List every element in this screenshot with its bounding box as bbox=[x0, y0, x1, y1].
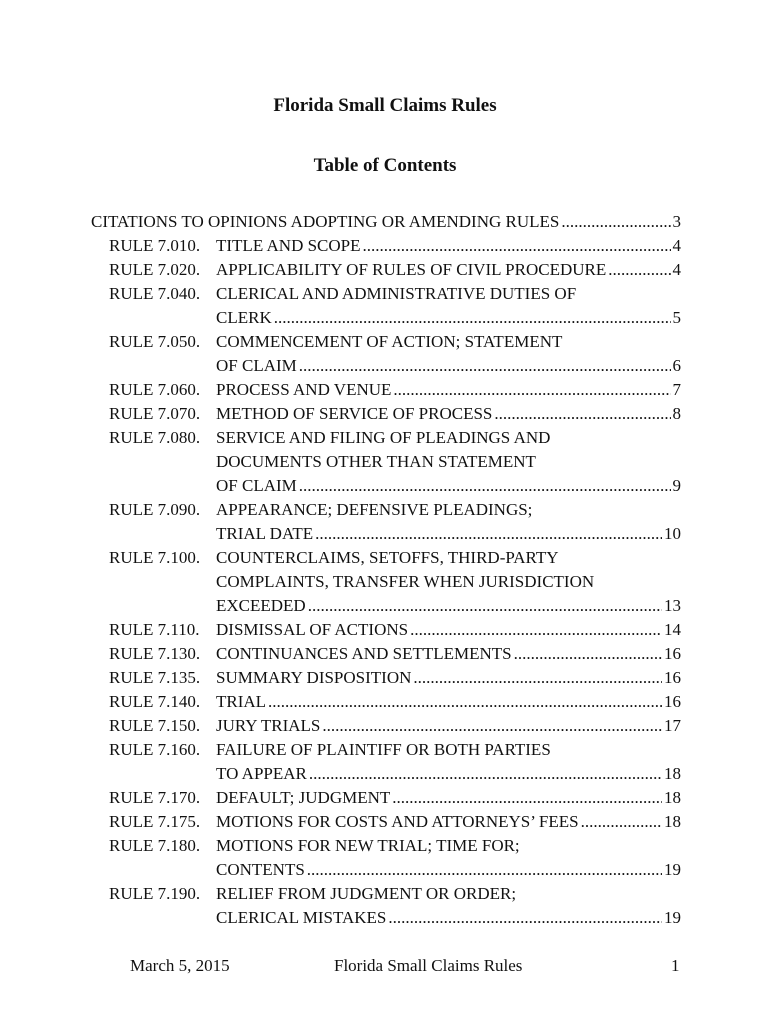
toc-entry-title: PROCESS AND VENUE bbox=[216, 380, 392, 399]
toc-heading: Table of Contents bbox=[313, 155, 457, 176]
toc-page-number: 9 bbox=[672, 476, 681, 495]
toc-entry-title: CONTENTS bbox=[216, 860, 305, 879]
toc-entry-title: SERVICE AND FILING OF PLEADINGS AND bbox=[216, 428, 551, 447]
dot-leader bbox=[363, 234, 671, 258]
dot-leader bbox=[307, 858, 662, 882]
dot-leader bbox=[413, 666, 662, 690]
toc-entry-title: TITLE AND SCOPE bbox=[216, 236, 361, 255]
toc-entry-line bbox=[216, 354, 681, 378]
toc-entry-title: TRIAL bbox=[216, 692, 267, 711]
toc-entry-line bbox=[216, 762, 681, 786]
toc-rule-number: RULE 7.135. bbox=[109, 668, 201, 687]
toc-entry-title: CLERK bbox=[216, 308, 272, 327]
toc-page-number: 6 bbox=[672, 356, 681, 375]
toc-entry-line bbox=[216, 810, 681, 834]
toc-entry-title: COUNTERCLAIMS, SETOFFS, THIRD-PARTY bbox=[216, 548, 559, 567]
toc-entry-line bbox=[216, 402, 681, 426]
toc-page-number: 16 bbox=[664, 692, 681, 711]
toc-entry-line bbox=[216, 306, 681, 330]
toc-entry-line bbox=[216, 906, 681, 930]
toc-entry-line bbox=[216, 618, 681, 642]
toc-page-number: 3 bbox=[672, 212, 681, 231]
toc-page-number: 18 bbox=[664, 812, 681, 831]
toc-page-number: 4 bbox=[672, 236, 681, 255]
toc-entry-title: EXCEEDED bbox=[216, 596, 306, 615]
toc-entry-title: METHOD OF SERVICE OF PROCESS bbox=[216, 404, 493, 423]
toc-page-number: 4 bbox=[672, 260, 681, 279]
toc-entry-line bbox=[216, 642, 681, 666]
toc-entry-title: DEFAULT; JUDGMENT bbox=[216, 788, 391, 807]
toc-entry-line bbox=[216, 690, 681, 714]
toc-entry-line bbox=[216, 666, 681, 690]
toc-page-number: 18 bbox=[664, 764, 681, 783]
footer-page-number: 1 bbox=[671, 956, 680, 975]
toc-entry-title: APPLICABILITY OF RULES OF CIVIL PROCEDURE bbox=[216, 260, 607, 279]
toc-entry-title: JURY TRIALS bbox=[216, 716, 321, 735]
toc-rule-number: RULE 7.010. bbox=[109, 236, 201, 255]
toc-entry-title: SUMMARY DISPOSITION bbox=[216, 668, 412, 687]
toc-page-number: 19 bbox=[664, 860, 681, 879]
toc-entry-title: CLERICAL AND ADMINISTRATIVE DUTIES OF bbox=[216, 284, 577, 303]
toc-entry-title: MOTIONS FOR COSTS AND ATTORNEYS’ FEES bbox=[216, 812, 579, 831]
dot-leader bbox=[315, 522, 662, 546]
toc-rule-number: RULE 7.080. bbox=[109, 428, 201, 447]
toc-entry-line bbox=[216, 858, 681, 882]
dot-leader bbox=[581, 810, 662, 834]
dot-leader bbox=[308, 594, 662, 618]
toc-entry-title: APPEARANCE; DEFENSIVE PLEADINGS; bbox=[216, 500, 533, 519]
toc-entry-title: TRIAL DATE bbox=[216, 524, 314, 543]
toc-entry-line bbox=[91, 210, 681, 234]
toc-entry-line bbox=[216, 378, 681, 402]
toc-rule-number: RULE 7.180. bbox=[109, 836, 201, 855]
document-title: Florida Small Claims Rules bbox=[273, 95, 497, 116]
toc-rule-number: RULE 7.110. bbox=[109, 620, 200, 639]
toc-rule-number: RULE 7.160. bbox=[109, 740, 201, 759]
toc-rule-number: RULE 7.140. bbox=[109, 692, 201, 711]
dot-leader bbox=[608, 258, 670, 282]
toc-entry-line bbox=[216, 714, 681, 738]
dot-leader bbox=[388, 906, 662, 930]
toc-page-number: 16 bbox=[664, 668, 681, 687]
toc-page-number: 14 bbox=[664, 620, 681, 639]
toc-entry-title: DISMISSAL OF ACTIONS bbox=[216, 620, 409, 639]
toc-entry-line bbox=[216, 234, 681, 258]
toc-entry-line bbox=[216, 594, 681, 618]
toc-rule-number: RULE 7.050. bbox=[109, 332, 201, 351]
toc-entry-title: CLERICAL MISTAKES bbox=[216, 908, 387, 927]
toc-rule-number: RULE 7.130. bbox=[109, 644, 201, 663]
dot-leader bbox=[299, 354, 671, 378]
toc-entry-line bbox=[216, 786, 681, 810]
toc-entry-line bbox=[216, 258, 681, 282]
dot-leader bbox=[322, 714, 662, 738]
footer-date: March 5, 2015 bbox=[130, 956, 230, 975]
toc-entry-title: DOCUMENTS OTHER THAN STATEMENT bbox=[216, 452, 536, 471]
dot-leader bbox=[393, 378, 670, 402]
toc-page-number: 17 bbox=[664, 716, 681, 735]
dot-leader bbox=[268, 690, 662, 714]
toc-entry-title: OF CLAIM bbox=[216, 356, 297, 375]
toc-rule-number: RULE 7.020. bbox=[109, 260, 201, 279]
toc-entry-title: COMPLAINTS, TRANSFER WHEN JURISDICTION bbox=[216, 572, 595, 591]
toc-entry-title: CONTINUANCES AND SETTLEMENTS bbox=[216, 644, 512, 663]
toc-rule-number: RULE 7.170. bbox=[109, 788, 201, 807]
toc-rule-number: RULE 7.060. bbox=[109, 380, 201, 399]
toc-page-number: 5 bbox=[672, 308, 681, 327]
toc-rule-number: RULE 7.190. bbox=[109, 884, 201, 903]
dot-leader bbox=[309, 762, 662, 786]
toc-page-number: 19 bbox=[664, 908, 681, 927]
toc-entry-title: OF CLAIM bbox=[216, 476, 297, 495]
toc-page-number: 7 bbox=[672, 380, 681, 399]
toc-rule-number: RULE 7.150. bbox=[109, 716, 201, 735]
footer-title: Florida Small Claims Rules bbox=[334, 956, 523, 975]
toc-entry-title: RELIEF FROM JUDGMENT OR ORDER; bbox=[216, 884, 517, 903]
toc-rule-number: RULE 7.040. bbox=[109, 284, 201, 303]
toc-rule-number: RULE 7.090. bbox=[109, 500, 201, 519]
dot-leader bbox=[494, 402, 670, 426]
toc-page-number: 8 bbox=[672, 404, 681, 423]
toc-page-number: 18 bbox=[664, 788, 681, 807]
toc-page-number: 16 bbox=[664, 644, 681, 663]
dot-leader bbox=[299, 474, 671, 498]
toc-entry-title: FAILURE OF PLAINTIFF OR BOTH PARTIES bbox=[216, 740, 551, 759]
toc-entry-line bbox=[216, 522, 681, 546]
toc-entry-title: MOTIONS FOR NEW TRIAL; TIME FOR; bbox=[216, 836, 520, 855]
toc-rule-number: RULE 7.175. bbox=[109, 812, 201, 831]
toc-page-number: 10 bbox=[664, 524, 681, 543]
toc-entry-title: COMMENCEMENT OF ACTION; STATEMENT bbox=[216, 332, 563, 351]
toc-rule-number: RULE 7.100. bbox=[109, 548, 201, 567]
dot-leader bbox=[410, 618, 662, 642]
dot-leader bbox=[274, 306, 671, 330]
dot-leader bbox=[561, 210, 670, 234]
dot-leader bbox=[392, 786, 662, 810]
toc-entry-line bbox=[216, 474, 681, 498]
dot-leader bbox=[514, 642, 662, 666]
toc-entry-title: CITATIONS TO OPINIONS ADOPTING OR AMENDING RULES bbox=[91, 212, 560, 231]
toc-rule-number: RULE 7.070. bbox=[109, 404, 201, 423]
toc-page-number: 13 bbox=[664, 596, 681, 615]
toc-entry-title: TO APPEAR bbox=[216, 764, 307, 783]
